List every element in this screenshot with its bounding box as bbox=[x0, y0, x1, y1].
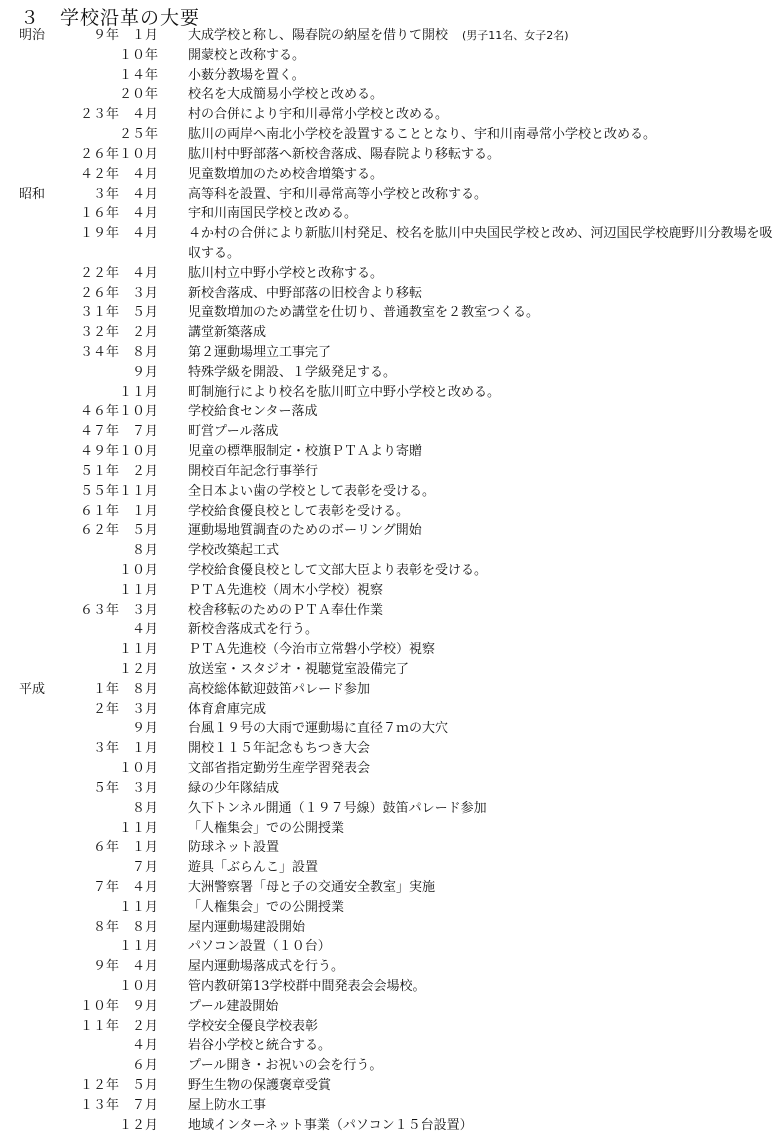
date-cell: ５１年 ２月 bbox=[79, 463, 158, 479]
event-text: 管内教研第13学校群中間発表会会場校。 bbox=[188, 979, 426, 994]
event-text: 学校給食センター落成 bbox=[188, 404, 318, 420]
date-cell: １１年 ２月 bbox=[79, 1018, 158, 1034]
history-row bbox=[0, 1116, 782, 1136]
event-cell bbox=[188, 323, 778, 343]
event-text: 肱川の両岸へ南北小学校を設置することとなり、宇和川南尋常小学校と改める。 bbox=[188, 127, 657, 143]
event-text: ４か村の合併により新肱川村発足、校名を肱川中央国民学校と改め、河辺国民学校鹿野川分教場を吸収する。 bbox=[188, 226, 773, 261]
history-row bbox=[0, 85, 782, 105]
date-cell: ８月 bbox=[131, 543, 158, 559]
event-text: 児童の標準服制定・校旗ＰＴＡより寄贈 bbox=[188, 444, 423, 460]
history-row bbox=[0, 264, 782, 284]
history-row bbox=[0, 957, 782, 977]
history-row bbox=[0, 383, 782, 403]
event-cell bbox=[188, 46, 778, 66]
event-text: 屋内運動場落成式を行う。 bbox=[188, 959, 345, 975]
date-cell: ８年 ８月 bbox=[92, 919, 158, 935]
history-row bbox=[0, 719, 782, 739]
event-text: 学校改築起工式 bbox=[188, 543, 280, 559]
event-cell bbox=[188, 739, 778, 759]
event-cell bbox=[188, 1076, 778, 1096]
history-row bbox=[0, 680, 782, 700]
date-cell: １１月 bbox=[118, 939, 158, 955]
event-cell bbox=[188, 442, 778, 462]
event-cell bbox=[188, 1096, 778, 1116]
event-cell bbox=[188, 799, 778, 819]
history-row bbox=[0, 422, 782, 442]
date-cell: １０月 bbox=[118, 562, 158, 578]
event-text: 久下トンネル開通（１９７号線）鼓笛パレード参加 bbox=[188, 800, 487, 816]
event-cell bbox=[188, 937, 778, 957]
date-cell: ３年 ４月 bbox=[92, 186, 158, 202]
event-text: ＰＴＡ先進校（周木小学校）視察 bbox=[188, 582, 384, 598]
history-row bbox=[0, 46, 782, 66]
date-cell: １０年 ９月 bbox=[79, 998, 158, 1014]
history-row bbox=[0, 878, 782, 898]
history-row bbox=[0, 303, 782, 323]
history-row bbox=[0, 343, 782, 363]
event-cell bbox=[188, 1116, 778, 1136]
event-cell bbox=[188, 779, 778, 799]
event-text: 高校総体歓迎鼓笛パレード参加 bbox=[188, 681, 371, 697]
event-cell bbox=[188, 204, 778, 224]
date-cell: １０年 bbox=[118, 47, 197, 63]
event-cell bbox=[188, 1036, 778, 1056]
event-text: 遊具「ぶらんこ」設置 bbox=[188, 860, 319, 876]
event-text: 野生生物の保護褒章受賞 bbox=[188, 1078, 332, 1094]
history-row bbox=[0, 482, 782, 502]
event-text: 屋上防水工事 bbox=[188, 1097, 267, 1113]
history-row bbox=[0, 185, 782, 205]
event-text: 児童数増加のため校舎増築する。 bbox=[188, 166, 384, 182]
event-cell bbox=[188, 581, 778, 601]
event-text: 村の合併により宇和川尋常小学校と改める。 bbox=[188, 107, 449, 123]
event-text: 校名を大成簡易小学校と改める。 bbox=[188, 87, 384, 103]
event-cell bbox=[188, 620, 778, 640]
event-text: 地域インターネット事業（パソコン１５台設置） bbox=[188, 1117, 473, 1133]
date-cell: ６３年 ３月 bbox=[79, 602, 158, 618]
history-row bbox=[0, 502, 782, 522]
history-row bbox=[0, 660, 782, 680]
date-cell: ６年 １月 bbox=[92, 840, 158, 856]
event-text: 学校給食優良校として表彰を受ける。 bbox=[188, 503, 410, 519]
event-text: 新校舎落成式を行う。 bbox=[188, 622, 319, 638]
history-row bbox=[0, 204, 782, 224]
event-cell bbox=[188, 422, 778, 442]
event-text: 町制施行により校名を肱川町立中野小学校と改める。 bbox=[188, 384, 501, 400]
date-cell: ３２年 ２月 bbox=[79, 325, 158, 341]
date-cell: ２６年１０月 bbox=[79, 146, 158, 162]
event-cell bbox=[188, 878, 778, 898]
history-row bbox=[0, 561, 782, 581]
history-row bbox=[0, 1036, 782, 1056]
date-cell: １１月 bbox=[118, 820, 158, 836]
history-row bbox=[0, 739, 782, 759]
page-title: ３ 学校沿革の大要 bbox=[20, 7, 201, 29]
event-cell bbox=[188, 838, 778, 858]
event-cell bbox=[188, 957, 778, 977]
history-row bbox=[0, 858, 782, 878]
event-cell bbox=[188, 502, 778, 522]
event-text: 新校舎落成、中野部落の旧校舎より移転 bbox=[188, 285, 423, 301]
date-cell: ３年 １月 bbox=[92, 741, 158, 757]
history-row bbox=[0, 521, 782, 541]
date-cell: １０月 bbox=[118, 761, 158, 777]
event-cell bbox=[188, 1017, 778, 1037]
date-cell: ３４年 ８月 bbox=[79, 345, 158, 360]
event-cell bbox=[188, 125, 778, 145]
history-row bbox=[0, 26, 782, 46]
history-row bbox=[0, 997, 782, 1017]
history-row bbox=[0, 1017, 782, 1037]
date-cell: １９年 ４月 bbox=[79, 226, 158, 242]
event-cell bbox=[188, 997, 778, 1017]
event-text: 開校１１５年記念もちつき大会 bbox=[188, 741, 370, 757]
history-row bbox=[0, 977, 782, 997]
event-text: 肱川村立中野小学校と改称する。 bbox=[188, 265, 384, 281]
event-text: 体育倉庫完成 bbox=[188, 701, 267, 717]
event-text: 屋内運動場建設開始 bbox=[188, 919, 306, 935]
event-text: プール建設開始 bbox=[188, 998, 279, 1014]
event-cell bbox=[188, 719, 778, 739]
history-row bbox=[0, 402, 782, 422]
history-row bbox=[0, 224, 782, 264]
date-cell: ２年 ３月 bbox=[92, 701, 158, 717]
event-cell bbox=[188, 977, 778, 997]
event-cell bbox=[188, 402, 778, 422]
event-text: 大成学校と称し、陽春院の納屋を借りて開校 bbox=[188, 28, 449, 43]
date-cell: １０月 bbox=[118, 979, 158, 994]
history-row bbox=[0, 165, 782, 185]
event-cell bbox=[188, 264, 778, 284]
event-text: 緑の少年隊結成 bbox=[188, 780, 280, 796]
history-row bbox=[0, 759, 782, 779]
event-cell bbox=[188, 284, 778, 304]
history-row bbox=[0, 66, 782, 86]
date-cell: ２３年 ４月 bbox=[79, 107, 158, 123]
history-row bbox=[0, 462, 782, 482]
date-cell: ９年 １月 bbox=[92, 28, 158, 43]
event-note: (男子11名、女子2名) bbox=[462, 29, 569, 42]
history-row bbox=[0, 1096, 782, 1116]
event-cell bbox=[188, 363, 778, 383]
event-cell bbox=[188, 541, 778, 561]
date-cell: ６月 bbox=[131, 1058, 158, 1074]
event-text: 町営プール落成 bbox=[188, 424, 279, 440]
history-row bbox=[0, 541, 782, 561]
event-cell bbox=[188, 1056, 778, 1076]
history-row bbox=[0, 601, 782, 621]
date-cell: １１月 bbox=[118, 582, 158, 598]
event-cell bbox=[188, 819, 778, 839]
date-cell: ４６年１０月 bbox=[79, 404, 158, 420]
date-cell: ６１年 １月 bbox=[79, 503, 158, 519]
date-cell: ２２年 ４月 bbox=[79, 265, 158, 281]
event-cell bbox=[188, 224, 778, 264]
date-cell: ５５年１１月 bbox=[79, 483, 158, 499]
event-cell bbox=[188, 858, 778, 878]
event-text: 児童数増加のため講堂を仕切り、普通教室を２教室つくる。 bbox=[188, 305, 540, 321]
event-cell bbox=[188, 303, 778, 323]
history-row bbox=[0, 918, 782, 938]
event-text: 開蒙校と改称する。 bbox=[188, 47, 306, 63]
event-text: 学校安全優良学校表彰 bbox=[188, 1018, 319, 1034]
date-cell: ２５年 bbox=[118, 127, 197, 143]
event-cell bbox=[188, 680, 778, 700]
history-row bbox=[0, 620, 782, 640]
history-row bbox=[0, 1076, 782, 1096]
history-row bbox=[0, 700, 782, 720]
history-row bbox=[0, 323, 782, 343]
event-text: 講堂新築落成 bbox=[188, 325, 267, 341]
history-row bbox=[0, 581, 782, 601]
history-row bbox=[0, 819, 782, 839]
event-text: 「人権集会」での公開授業 bbox=[188, 899, 345, 915]
event-text: 校舎移転のためのＰＴＡ奉仕作業 bbox=[188, 602, 384, 618]
event-text: 文部省指定勤労生産学習発表会 bbox=[188, 761, 371, 777]
date-cell: ２６年 ３月 bbox=[79, 285, 158, 301]
event-cell bbox=[188, 898, 778, 918]
date-cell: １１月 bbox=[118, 384, 158, 400]
date-cell: １年 ８月 bbox=[92, 681, 158, 697]
event-text: 肱川村中野部落へ新校舎落成、陽春院より移転する。 bbox=[188, 146, 501, 162]
event-cell bbox=[188, 640, 778, 660]
event-cell bbox=[188, 482, 778, 502]
date-cell: １３年 ７月 bbox=[79, 1097, 158, 1113]
history-row bbox=[0, 363, 782, 383]
event-text: 台風１９号の大雨で運動場に直径７ｍの大穴 bbox=[188, 721, 449, 737]
event-text: 全日本よい歯の学校として表彰を受ける。 bbox=[188, 483, 436, 499]
era-label: 平成 bbox=[19, 681, 46, 697]
date-cell: ４９年１０月 bbox=[79, 444, 158, 460]
history-row bbox=[0, 105, 782, 125]
event-text: パソコン設置（１０台） bbox=[188, 939, 331, 955]
history-row bbox=[0, 145, 782, 165]
event-text: 開校百年記念行事挙行 bbox=[188, 463, 319, 479]
date-cell: ７年 ４月 bbox=[92, 879, 158, 895]
event-cell bbox=[188, 759, 778, 779]
date-cell: ４月 bbox=[131, 1038, 158, 1054]
history-table bbox=[0, 26, 782, 1136]
date-cell: １１月 bbox=[118, 899, 158, 915]
date-cell: １４年 bbox=[118, 67, 197, 83]
history-row bbox=[0, 284, 782, 304]
history-row bbox=[0, 838, 782, 858]
event-cell bbox=[188, 165, 778, 185]
history-row bbox=[0, 779, 782, 799]
date-cell: ８月 bbox=[131, 800, 158, 816]
event-text: ＰＴＡ先進校（今治市立常磐小学校）視察 bbox=[188, 642, 436, 658]
event-text: 大洲警察署「母と子の交通安全教室」実施 bbox=[188, 879, 436, 895]
event-cell bbox=[188, 145, 778, 165]
history-row bbox=[0, 937, 782, 957]
event-cell bbox=[188, 26, 778, 46]
event-cell bbox=[188, 561, 778, 581]
event-text: 岩谷小学校と統合する。 bbox=[188, 1038, 332, 1054]
date-cell: ４月 bbox=[131, 622, 158, 638]
history-row bbox=[0, 1056, 782, 1076]
date-cell: ９年 ４月 bbox=[92, 959, 158, 975]
event-text: 特殊学級を開設、１学級発足する。 bbox=[188, 364, 397, 380]
event-cell bbox=[188, 601, 778, 621]
event-text: 宇和川南国民学校と改める。 bbox=[188, 206, 358, 222]
date-cell: ５年 ３月 bbox=[92, 780, 158, 796]
date-cell: １２年 ５月 bbox=[79, 1078, 158, 1094]
date-cell: ７月 bbox=[131, 860, 158, 876]
history-row bbox=[0, 640, 782, 660]
date-cell: １１月 bbox=[118, 642, 158, 658]
event-cell bbox=[188, 700, 778, 720]
event-cell bbox=[188, 85, 778, 105]
event-text: 「人権集会」での公開授業 bbox=[188, 820, 345, 836]
history-row bbox=[0, 125, 782, 145]
date-cell: ４２年 ４月 bbox=[79, 166, 158, 182]
era-label: 明治 bbox=[19, 28, 46, 43]
event-text: 学校給食優良校として文部大臣より表彰を受ける。 bbox=[188, 562, 488, 578]
date-cell: ４７年 ７月 bbox=[79, 424, 158, 440]
date-cell: ６２年 ５月 bbox=[79, 523, 158, 539]
event-text: 第２運動場埋立工事完了 bbox=[188, 345, 332, 360]
event-cell bbox=[188, 660, 778, 680]
event-text: 小薮分教場を置く。 bbox=[188, 67, 305, 83]
date-cell: ３１年 ５月 bbox=[79, 305, 158, 321]
event-cell bbox=[188, 462, 778, 482]
history-row bbox=[0, 898, 782, 918]
history-row bbox=[0, 442, 782, 462]
era-label: 昭和 bbox=[19, 186, 46, 202]
date-cell: ９月 bbox=[131, 364, 158, 380]
event-text: 高等科を設置、宇和川尋常高等小学校と改称する。 bbox=[188, 186, 488, 202]
date-cell: １６年 ４月 bbox=[79, 206, 158, 222]
event-cell bbox=[188, 521, 778, 541]
date-cell: １２月 bbox=[118, 1117, 158, 1133]
event-cell bbox=[188, 105, 778, 125]
date-cell: １２月 bbox=[118, 662, 158, 677]
event-text: 運動場地質調査のためのボーリング開始 bbox=[188, 523, 422, 539]
date-cell: ９月 bbox=[131, 721, 158, 737]
event-cell bbox=[188, 66, 778, 86]
event-cell bbox=[188, 383, 778, 403]
date-cell: ２０年 bbox=[118, 87, 197, 103]
event-cell bbox=[188, 918, 778, 938]
event-text: プール開き・お祝いの会を行う。 bbox=[188, 1058, 383, 1074]
event-cell bbox=[188, 343, 778, 363]
history-row bbox=[0, 799, 782, 819]
event-text: 放送室・スタジオ・視聴覚室設備完了 bbox=[188, 662, 410, 677]
event-cell bbox=[188, 185, 778, 205]
event-text: 防球ネット設置 bbox=[188, 840, 280, 856]
